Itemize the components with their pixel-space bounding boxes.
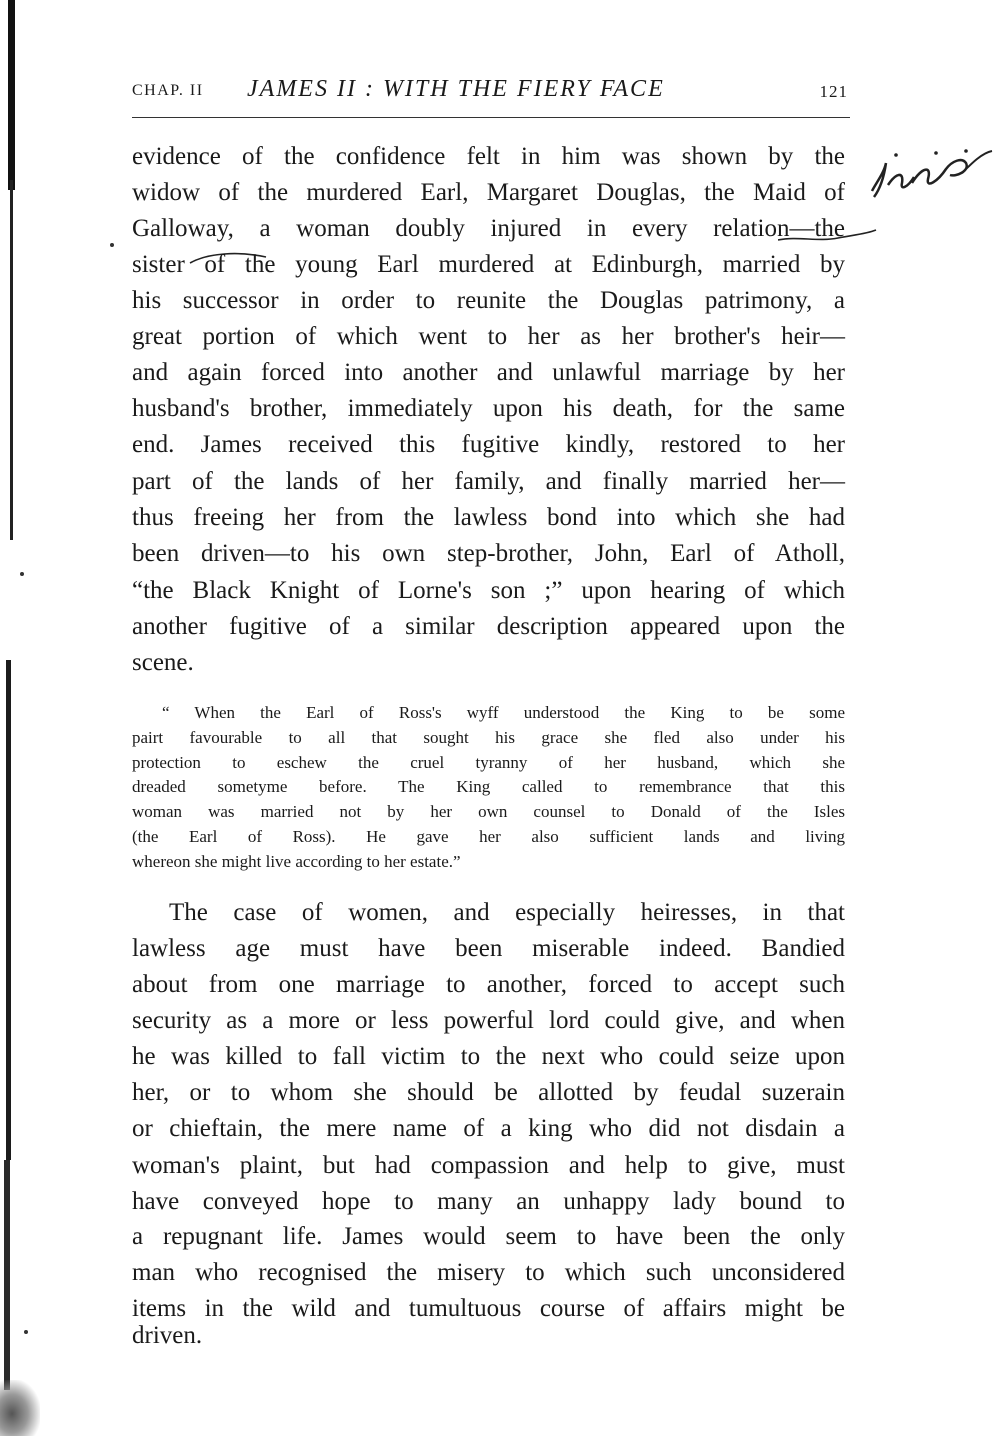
handwritten-annotation bbox=[866, 143, 998, 203]
quote-line: “ When the Earl of Ross's wyff understood the King to be some bbox=[162, 703, 845, 722]
text-line: The case of women, and especially heiresses, in that bbox=[169, 899, 845, 926]
text-line: about from one marriage to another, forced to accept such bbox=[132, 971, 845, 998]
binding-edge-shadow bbox=[4, 1160, 10, 1390]
text-line: another fugitive of a similar description appeared upon the bbox=[132, 613, 845, 640]
binding-edge-shadow bbox=[6, 660, 11, 1160]
text-line: man who recognised the misery to which such unconsidered bbox=[132, 1259, 845, 1286]
text-line: her, or to whom she should be allotted by feudal suzerain bbox=[132, 1079, 845, 1106]
text-line: or chieftain, the mere name of a king who did not disdain a bbox=[132, 1115, 845, 1142]
quote-line: whereon she might live according to her estate.” bbox=[132, 852, 461, 871]
text-line: scene. bbox=[132, 649, 194, 676]
quote-line: dreaded sometyme before. The King called to remembrance that this bbox=[132, 777, 845, 796]
binding-edge-shadow bbox=[10, 180, 13, 540]
text-line: thus freeing her from the lawless bond into which she had bbox=[132, 504, 845, 531]
text-line: security as a more or less powerful lord could give, and when bbox=[132, 1007, 845, 1034]
handwriting-scribble-icon bbox=[866, 143, 998, 203]
text-line: been driven—to his own step-brother, John, Earl of Atholl, bbox=[132, 540, 845, 567]
text-line: lawless age must have been miserable indeed. Bandied bbox=[132, 935, 845, 962]
chapter-title: JAMES II : WITH THE FIERY FACE bbox=[247, 76, 665, 102]
quote-line: (the Earl of Ross). He gave her also sufficient lands and living bbox=[132, 827, 845, 846]
text-line: he was killed to fall victim to the next who could seize upon bbox=[132, 1043, 845, 1070]
text-line: his successor in order to reunite the Douglas patrimony, a bbox=[132, 287, 845, 314]
text-line: end. James received this fugitive kindly, restored to her bbox=[132, 431, 845, 458]
scan-blot bbox=[0, 1380, 40, 1436]
text-line: part of the lands of her family, and finally married her— bbox=[132, 468, 845, 495]
page-number: 121 bbox=[819, 82, 848, 101]
text-line: items in the wild and tumultuous course of affairs might be bbox=[132, 1295, 845, 1322]
text-line: have conveyed hope to many an unhappy lady bound to bbox=[132, 1188, 845, 1215]
header-rule bbox=[132, 117, 850, 118]
scan-speck bbox=[24, 1330, 28, 1334]
scan-speck bbox=[110, 243, 114, 247]
chapter-label: CHAP. II bbox=[132, 82, 204, 99]
scan-speck bbox=[20, 572, 24, 576]
quote-line: woman was married not by her own counsel to Donald of the Isles bbox=[132, 802, 845, 821]
running-head bbox=[132, 76, 848, 110]
text-line: sister of the young Earl murdered at Edinburgh, married by bbox=[132, 251, 845, 278]
text-line: “the Black Knight of Lorne's son ;” upon hearing of which bbox=[132, 577, 845, 604]
binding-edge-shadow bbox=[8, 0, 15, 190]
quote-line: protection to eschew the cruel tyranny of her husband, which she bbox=[132, 753, 845, 772]
text-line: Galloway, a woman doubly injured in every relation—the bbox=[132, 215, 845, 242]
text-line: widow of the murdered Earl, Margaret Douglas, the Maid of bbox=[132, 179, 845, 206]
text-line: great portion of which went to her as her brother's heir— bbox=[132, 323, 845, 350]
text-line: husband's brother, immediately upon his death, for the same bbox=[132, 395, 845, 422]
text-line: woman's plaint, but had compassion and help to give, must bbox=[132, 1152, 845, 1179]
text-line: and again forced into another and unlawful marriage by her bbox=[132, 359, 845, 386]
quote-line: pairt favourable to all that sought his grace she fled also under his bbox=[132, 728, 845, 747]
text-line: a repugnant life. James would seem to have been the only bbox=[132, 1223, 845, 1250]
text-line: evidence of the confidence felt in him was shown by the bbox=[132, 143, 845, 170]
text-line: driven. bbox=[132, 1322, 203, 1349]
